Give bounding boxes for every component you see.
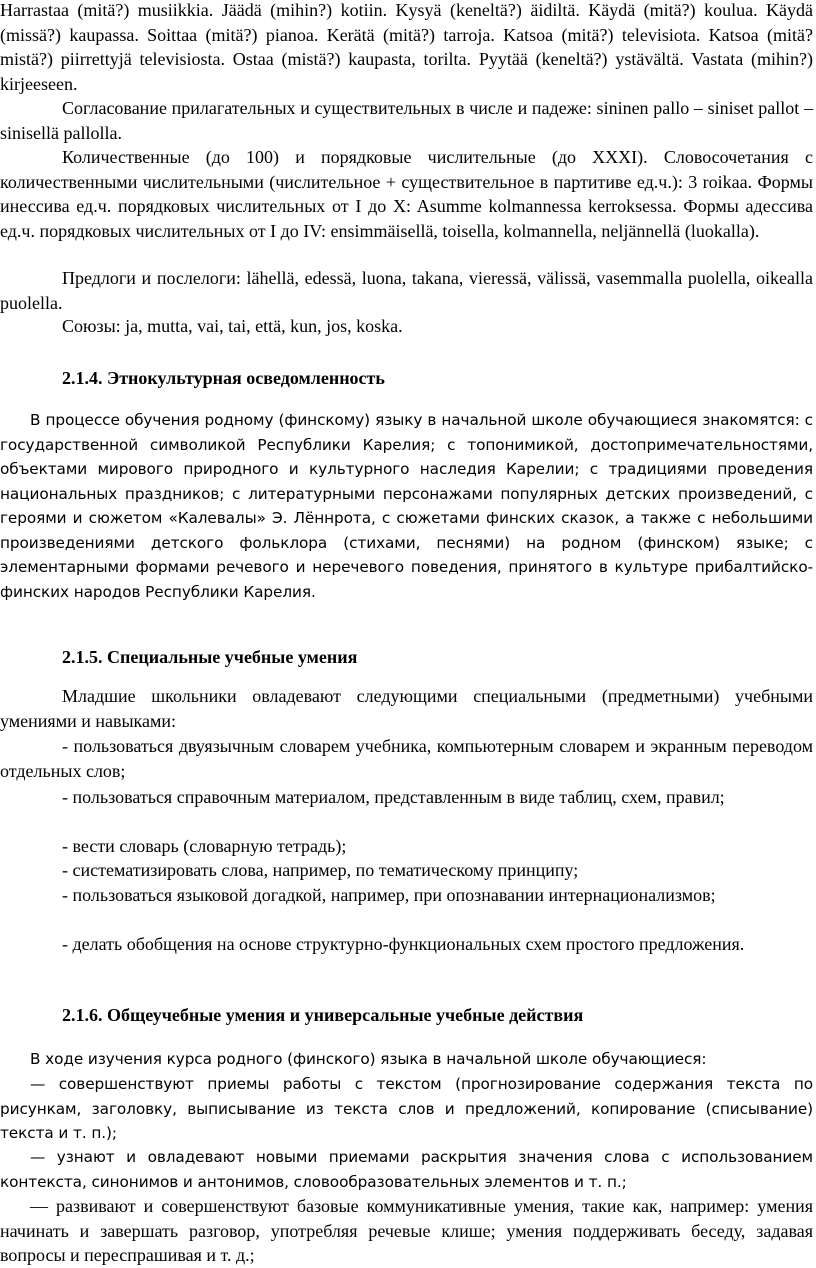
agreement-paragraph: Согласование прилагательных и существительных в числе и падеже: sininen pallo – siniset pallot – sinisellä pallolla. xyxy=(0,98,813,143)
prepositions-paragraph: Предлоги и послелоги: lähellä, edessä, luona, takana, vieressä, välissä, vasemmalla puolella, oikealla puolella. xyxy=(0,268,813,313)
section-heading-2-1-4: 2.1.4. Этнокультурная осведомленность xyxy=(62,368,385,388)
list-item: - пользоваться языковой догадкой, например, при опознавании интернационализмов; xyxy=(62,885,716,905)
list-item: - систематизировать слова, например, по тематическому принципу; xyxy=(62,860,579,880)
list-item: — совершенствуют приемы работы с текстом (прогнозирование содержания текста по рисункам, заголовку, выписывание из текста слов и предложений, копирование (списывание) текста и т. п.); xyxy=(0,1075,813,1142)
verbs-paragraph: Harrastaa (mitä?) musiikkia. Jäädä (mihin?) kotiin. Kysyä (keneltä?) äidiltä. Käydä (mitä?) koulua. Käydä (missä?) kaupassa. Soittaa (mitä?) pianoa. Kerätä (mitä?) tarroja. Katsoa (mitä?) televisiota. Katsoa (mitä? mistä?) piirrettyjä televisiosta. Ostaa (mistä?) kaupasta, torilta. Pyytää (keneltä?) ystävältä. Vastata (mihin?) kirjeeseen. xyxy=(0,0,813,94)
section-heading-2-1-6: 2.1.6. Общеучебные умения и универсальные учебные действия xyxy=(62,1005,584,1025)
list-item: - пользоваться двуязычным словарем учебника, компьютерным словарем и экранным переводом отдельных слов; xyxy=(0,736,813,781)
special-skills-intro: Младшие школьники овладевают следующими специальными (предметными) учебными умениями и навыками: xyxy=(0,686,813,731)
list-item: — узнают и овладевают новыми приемами раскрытия значения слова с использованием контекста, синонимов и антонимов, словообразовательных элементов и т. п.; xyxy=(0,1148,813,1191)
conjunctions-paragraph: Союзы: ja, mutta, vai, tai, että, kun, jos, koska. xyxy=(62,316,403,336)
ethnocultural-paragraph: В процессе обучения родному (финскому) языку в начальной школе обучающиеся знакомятся: с государственной символикой Республики Карелия; с топонимикой, достопримечательностями, объектами мирового природного и культурного наследия Карелии; с традициями проведения национальных праздников; с литературными персонажами популярных детских произведений, с героями и сюжетом «Калевалы» Э. Лённрота, с сюжетами финских сказок, а также с небольшими произведениями детского фольклора (стихами, песнями) на родном (финском) языке; с элементарными формами речевого и неречевого поведения, принятого в культуре прибалтийско-финских народов Республики Карелия. xyxy=(0,411,813,601)
numerals-paragraph: Количественные (до 100) и порядковые числительные (до XXXI). Словосочетания с количественными числительными (числительное + существительное в партитиве ед.ч.): 3 roikaa. Формы инессива ед.ч. порядковых числительных от I до X: Asumme kolmannessa kerroksessa. Формы адессива ед.ч. порядковых числительных от I до IV: ensimmäisellä, toisella, kolmannella, neljännellä (luokalla). xyxy=(0,147,813,241)
list-item: - вести словарь (словарную тетрадь); xyxy=(62,836,347,856)
list-item: — развивают и совершенствуют базовые коммуникативные умения, такие как, например: умения начинать и завершать разговор, употребляя речевые клише; умения поддерживать беседу, задавая вопросы и переспрашивая и т. д.; xyxy=(0,1196,813,1266)
section-heading-2-1-5: 2.1.5. Специальные учебные умения xyxy=(62,647,358,667)
list-item: - пользоваться справочным материалом, представленным в виде таблиц, схем, правил; xyxy=(62,787,725,807)
list-item: - делать обобщения на основе структурно-функциональных схем простого предложения. xyxy=(62,934,745,954)
general-skills-intro: В ходе изучения курса родного (финского) языка в начальной школе обучающиеся: xyxy=(30,1050,707,1068)
